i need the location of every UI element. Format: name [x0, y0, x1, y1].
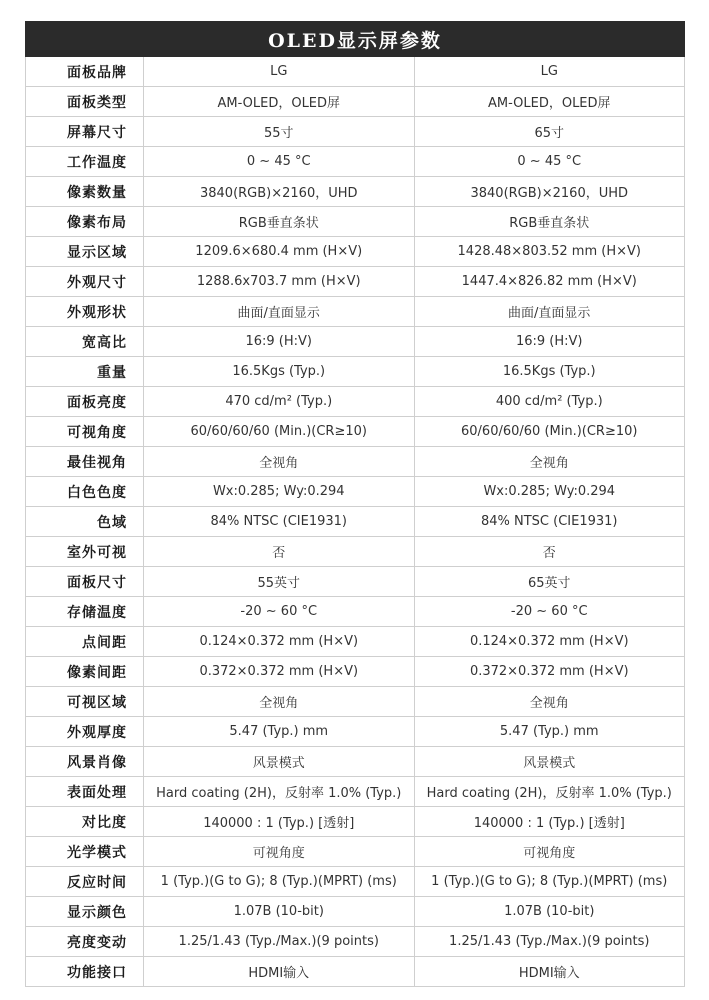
table-row [26, 867, 685, 897]
spec-value-col1: 470 cd/m² (Typ.) [144, 387, 415, 417]
spec-value-col1: 全视角 [144, 447, 415, 477]
spec-value-col1: LG [144, 57, 415, 87]
spec-value-col2: 风景模式 [414, 747, 685, 777]
spec-value-col2: 1.07B (10-bit) [414, 897, 685, 927]
table-row [26, 897, 685, 927]
spec-value-col2: 1447.4×826.82 mm (H×V) [414, 267, 685, 297]
table-row [26, 477, 685, 507]
spec-value-col1: 否 [144, 537, 415, 567]
spec-label: 工作温度 [26, 147, 144, 177]
spec-value-col1: 84% NTSC (CIE1931) [144, 507, 415, 537]
spec-value-col2: 全视角 [414, 687, 685, 717]
spec-label: 亮度变动 [26, 927, 144, 957]
spec-value-col2: 1 (Typ.)(G to G); 8 (Typ.)(MPRT) (ms) [414, 867, 685, 897]
spec-value-col1: 可视角度 [144, 837, 415, 867]
spec-label: 面板尺寸 [26, 567, 144, 597]
spec-label: 色域 [26, 507, 144, 537]
spec-value-col1: -20 ~ 60 °C [144, 597, 415, 627]
spec-value-col1: AM-OLED，OLED屏 [144, 87, 415, 117]
spec-value-col2: 60/60/60/60 (Min.)(CR≥10) [414, 417, 685, 447]
spec-value-col2: 1428.48×803.52 mm (H×V) [414, 237, 685, 267]
spec-value-col1: 1.07B (10-bit) [144, 897, 415, 927]
table-row [26, 957, 685, 987]
table-row [26, 747, 685, 777]
table-row [26, 87, 685, 117]
spec-label: 白色色度 [26, 477, 144, 507]
table-row [26, 687, 685, 717]
table-row [26, 507, 685, 537]
table-row [26, 717, 685, 747]
spec-value-col1: RGB垂直条状 [144, 207, 415, 237]
spec-value-col1: 16:9 (H:V) [144, 327, 415, 357]
spec-label: 重量 [26, 357, 144, 387]
spec-value-col1: 1 (Typ.)(G to G); 8 (Typ.)(MPRT) (ms) [144, 867, 415, 897]
spec-value-col2: Hard coating (2H)，反射率 1.0% (Typ.) [414, 777, 685, 807]
spec-value-col2: HDMI输入 [414, 957, 685, 987]
spec-value-col2: 16:9 (H:V) [414, 327, 685, 357]
spec-value-col1: 140000 : 1 (Typ.) [透射] [144, 807, 415, 837]
table-row [26, 417, 685, 447]
spec-label: 外观尺寸 [26, 267, 144, 297]
spec-label: 像素间距 [26, 657, 144, 687]
table-row [26, 777, 685, 807]
spec-value-col2: 曲面/直面显示 [414, 297, 685, 327]
spec-value-col2: 可视角度 [414, 837, 685, 867]
spec-value-col1: 5.47 (Typ.) mm [144, 717, 415, 747]
table-row [26, 537, 685, 567]
spec-sheet [25, 21, 685, 987]
spec-value-col2: 65英寸 [414, 567, 685, 597]
spec-value-col1: Wx:0.285; Wy:0.294 [144, 477, 415, 507]
spec-label: 反应时间 [26, 867, 144, 897]
spec-value-col2: 5.47 (Typ.) mm [414, 717, 685, 747]
spec-label: 面板亮度 [26, 387, 144, 417]
spec-label: 风景肖像 [26, 747, 144, 777]
spec-value-col1: Hard coating (2H)，反射率 1.0% (Typ.) [144, 777, 415, 807]
spec-label: 宽高比 [26, 327, 144, 357]
spec-label: 光学模式 [26, 837, 144, 867]
spec-value-col2: 0.124×0.372 mm (H×V) [414, 627, 685, 657]
spec-value-col2: 140000 : 1 (Typ.) [透射] [414, 807, 685, 837]
spec-label: 点间距 [26, 627, 144, 657]
spec-value-col2: 400 cd/m² (Typ.) [414, 387, 685, 417]
spec-value-col1: 55英寸 [144, 567, 415, 597]
table-row [26, 627, 685, 657]
spec-label: 面板类型 [26, 87, 144, 117]
spec-label: 像素数量 [26, 177, 144, 207]
table-row [26, 327, 685, 357]
spec-value-col1: HDMI输入 [144, 957, 415, 987]
spec-value-col1: 1288.6x703.7 mm (H×V) [144, 267, 415, 297]
spec-label: 可视角度 [26, 417, 144, 447]
page-title: OLED显示屏参数 [25, 21, 685, 57]
table-row [26, 267, 685, 297]
spec-value-col2: RGB垂直条状 [414, 207, 685, 237]
table-row [26, 837, 685, 867]
table-row [26, 567, 685, 597]
spec-label: 可视区域 [26, 687, 144, 717]
spec-value-col2: Wx:0.285; Wy:0.294 [414, 477, 685, 507]
table-row [26, 597, 685, 627]
spec-value-col2: 否 [414, 537, 685, 567]
spec-value-col2: LG [414, 57, 685, 87]
spec-label: 显示区域 [26, 237, 144, 267]
table-row [26, 207, 685, 237]
spec-value-col1: 全视角 [144, 687, 415, 717]
table-row [26, 807, 685, 837]
spec-label: 屏幕尺寸 [26, 117, 144, 147]
spec-label: 存储温度 [26, 597, 144, 627]
spec-value-col2: 0.372×0.372 mm (H×V) [414, 657, 685, 687]
spec-value-col1: 3840(RGB)×2160，UHD [144, 177, 415, 207]
spec-label: 外观形状 [26, 297, 144, 327]
spec-value-col1: 0.124×0.372 mm (H×V) [144, 627, 415, 657]
table-row [26, 927, 685, 957]
table-row [26, 357, 685, 387]
table-row [26, 237, 685, 267]
spec-label: 室外可视 [26, 537, 144, 567]
table-row [26, 387, 685, 417]
spec-label: 表面处理 [26, 777, 144, 807]
spec-value-col2: 1.25/1.43 (Typ./Max.)(9 points) [414, 927, 685, 957]
spec-value-col2: -20 ~ 60 °C [414, 597, 685, 627]
table-row [26, 147, 685, 177]
spec-label: 外观厚度 [26, 717, 144, 747]
spec-value-col2: 0 ~ 45 °C [414, 147, 685, 177]
spec-label: 功能接口 [26, 957, 144, 987]
table-row [26, 447, 685, 477]
spec-value-col1: 16.5Kgs (Typ.) [144, 357, 415, 387]
spec-value-col2: AM-OLED，OLED屏 [414, 87, 685, 117]
spec-value-col1: 曲面/直面显示 [144, 297, 415, 327]
spec-value-col1: 60/60/60/60 (Min.)(CR≥10) [144, 417, 415, 447]
spec-value-col1: 0.372×0.372 mm (H×V) [144, 657, 415, 687]
table-row [26, 117, 685, 147]
spec-value-col1: 风景模式 [144, 747, 415, 777]
spec-value-col2: 84% NTSC (CIE1931) [414, 507, 685, 537]
spec-value-col1: 0 ~ 45 °C [144, 147, 415, 177]
spec-value-col2: 65寸 [414, 117, 685, 147]
spec-label: 显示颜色 [26, 897, 144, 927]
spec-label: 面板品牌 [26, 57, 144, 87]
spec-value-col2: 3840(RGB)×2160，UHD [414, 177, 685, 207]
table-row [26, 177, 685, 207]
spec-table-body [26, 57, 685, 987]
table-row [26, 57, 685, 87]
spec-label: 最佳视角 [26, 447, 144, 477]
spec-value-col1: 55寸 [144, 117, 415, 147]
table-row [26, 657, 685, 687]
spec-label: 对比度 [26, 807, 144, 837]
spec-label: 像素布局 [26, 207, 144, 237]
table-row [26, 297, 685, 327]
spec-value-col2: 16.5Kgs (Typ.) [414, 357, 685, 387]
spec-value-col1: 1209.6×680.4 mm (H×V) [144, 237, 415, 267]
spec-value-col2: 全视角 [414, 447, 685, 477]
spec-value-col1: 1.25/1.43 (Typ./Max.)(9 points) [144, 927, 415, 957]
spec-table [25, 57, 685, 987]
